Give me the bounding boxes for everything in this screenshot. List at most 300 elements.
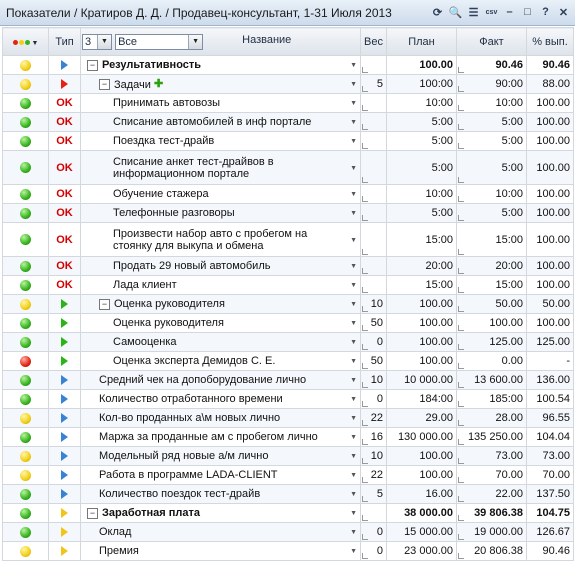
indicator-name: Произвести набор авто с пробегом на стоянку для выкупа и обмена [113, 227, 308, 252]
fact-cell[interactable]: 39 806.38 [457, 504, 527, 523]
status-cell [3, 295, 49, 314]
minimize-icon[interactable]: – [506, 6, 513, 18]
status-cell [3, 466, 49, 485]
status-cell [3, 151, 49, 185]
chevron-down-icon[interactable]: ▼ [350, 396, 357, 403]
table-row[interactable] [3, 204, 574, 223]
pct-cell: 100.00 [527, 185, 574, 204]
status-dot-icon [20, 162, 31, 173]
fact-column-header[interactable]: Факт [457, 28, 527, 56]
status-dot-icon [20, 208, 31, 219]
type-triangle-icon [61, 337, 68, 347]
plan-cell: 5:00 [387, 151, 457, 185]
csv-icon[interactable]: csv [485, 8, 498, 16]
fact-cell[interactable]: 90:00 [457, 75, 527, 94]
indicator-name: Оценка руководителя [113, 317, 224, 330]
ok-label: OK [56, 97, 73, 109]
type-triangle-icon [61, 546, 68, 556]
plan-cell: 100.00 [387, 447, 457, 466]
table-row[interactable] [3, 371, 574, 390]
name-cell[interactable] [81, 314, 361, 333]
chevron-down-icon[interactable]: ▼ [350, 453, 357, 460]
status-column-header[interactable] [3, 28, 49, 56]
status-cell [3, 257, 49, 276]
type-cell [49, 447, 81, 466]
chevron-down-icon[interactable]: ▼ [350, 320, 357, 327]
name-cell[interactable] [81, 371, 361, 390]
fact-cell[interactable]: 135 250.00 [457, 428, 527, 447]
status-cell [3, 204, 49, 223]
ok-label: OK [56, 207, 73, 219]
name-cell[interactable] [81, 485, 361, 504]
status-dot-icon [20, 413, 31, 424]
collapse-toggle-icon[interactable]: − [87, 60, 98, 71]
filter-select[interactable]: Все ▼ [115, 34, 203, 50]
traffic-light-icon [13, 40, 30, 45]
table-row[interactable] [3, 523, 574, 542]
name-cell[interactable] [81, 113, 361, 132]
indicator-name: Принимать автовозы [113, 97, 221, 110]
plan-cell: 10:00 [387, 94, 457, 113]
indicator-name: Маржа за проданные ам с пробегом лично [99, 431, 318, 444]
table-row[interactable] [3, 542, 574, 561]
chevron-down-icon[interactable]: ▼ [350, 236, 357, 244]
window-title: Показатели / Кратиров Д. Д. / Продавец-консультант, 1-31 Июля 2013 [6, 6, 392, 20]
name-cell[interactable] [81, 542, 361, 561]
fact-cell[interactable]: 90.46 [457, 56, 527, 75]
name-cell[interactable] [81, 523, 361, 542]
fact-cell[interactable]: 19 000.00 [457, 523, 527, 542]
fact-cell[interactable]: 0.00 [457, 352, 527, 371]
type-cell [49, 390, 81, 409]
pct-cell: 100.00 [527, 204, 574, 223]
pct-cell: 104.75 [527, 504, 574, 523]
add-task-icon[interactable]: ✚ [153, 78, 164, 91]
type-cell [49, 94, 81, 113]
type-cell [49, 333, 81, 352]
fact-cell[interactable]: 50.00 [457, 295, 527, 314]
plan-cell: 15 000.00 [387, 523, 457, 542]
chevron-down-icon[interactable]: ▼ [350, 138, 357, 145]
name-cell[interactable] [81, 257, 361, 276]
table-row[interactable] [3, 113, 574, 132]
chevron-down-icon[interactable]: ▼ [350, 282, 357, 289]
status-dot-icon [20, 98, 31, 109]
status-cell [3, 447, 49, 466]
chevron-down-icon[interactable]: ▼ [350, 191, 357, 198]
status-dot-icon [20, 299, 31, 310]
weight-cell: 50 [361, 314, 387, 333]
type-triangle-icon [61, 451, 68, 461]
name-cell[interactable] [81, 352, 361, 371]
fact-cell[interactable]: 100.00 [457, 314, 527, 333]
table-row[interactable] [3, 56, 574, 75]
status-cell [3, 276, 49, 295]
type-triangle-icon [61, 318, 68, 328]
chevron-down-icon[interactable]: ▼ [350, 100, 357, 107]
weight-cell: 50 [361, 352, 387, 371]
plan-cell: 16.00 [387, 485, 457, 504]
table-row[interactable] [3, 223, 574, 257]
weight-cell: 10 [361, 447, 387, 466]
pct-cell: 137.50 [527, 485, 574, 504]
type-cell [49, 314, 81, 333]
table-row[interactable] [3, 75, 574, 94]
weight-cell [361, 113, 387, 132]
status-cell [3, 333, 49, 352]
status-cell [3, 371, 49, 390]
indicator-name: Оклад [99, 526, 132, 539]
type-triangle-icon [61, 299, 68, 309]
weight-cell: 16 [361, 428, 387, 447]
table-row[interactable] [3, 485, 574, 504]
maximize-icon[interactable]: □ [524, 6, 531, 18]
plan-cell: 15:00 [387, 223, 457, 257]
weight-cell: 22 [361, 466, 387, 485]
status-dot-icon [20, 337, 31, 348]
indicator-name: Оценка эксперта Демидов С. Е. [113, 355, 276, 368]
type-cell [49, 56, 81, 75]
type-cell [49, 257, 81, 276]
chevron-down-icon[interactable]: ▼ [350, 548, 357, 555]
type-cell [49, 371, 81, 390]
chevron-down-icon[interactable]: ▼ [350, 210, 357, 217]
pct-cell: 50.00 [527, 295, 574, 314]
chevron-down-icon[interactable]: ▼ [350, 472, 357, 479]
pct-cell: 96.55 [527, 409, 574, 428]
weight-cell: 0 [361, 390, 387, 409]
collapse-toggle-icon[interactable]: − [87, 508, 98, 519]
fact-cell[interactable]: 20:00 [457, 257, 527, 276]
indicator-name: Средний чек на допоборудование лично [99, 374, 307, 387]
name-cell[interactable] [81, 56, 361, 75]
status-dot-icon [20, 60, 31, 71]
status-cell [3, 94, 49, 113]
chevron-down-icon[interactable]: ▼ [350, 491, 357, 498]
weight-cell [361, 276, 387, 295]
indicator-name: Лада клиент [113, 279, 177, 292]
name-cell[interactable] [81, 390, 361, 409]
name-cell[interactable] [81, 75, 361, 94]
name-cell[interactable] [81, 295, 361, 314]
type-cell [49, 113, 81, 132]
pct-cell: 125.00 [527, 333, 574, 352]
table-row[interactable] [3, 390, 574, 409]
status-dot-icon [20, 375, 31, 386]
kpi-grid [2, 27, 573, 561]
name-cell[interactable] [81, 409, 361, 428]
plan-column-header[interactable]: План [387, 28, 457, 56]
plan-cell: 130 000.00 [387, 428, 457, 447]
name-cell[interactable] [81, 223, 361, 257]
table-row[interactable] [3, 314, 574, 333]
table-row[interactable] [3, 151, 574, 185]
type-triangle-icon [61, 489, 68, 499]
type-triangle-icon [61, 60, 68, 70]
fact-cell[interactable]: 5:00 [457, 132, 527, 151]
status-cell [3, 185, 49, 204]
fact-cell[interactable]: 15:00 [457, 276, 527, 295]
status-dot-icon [20, 527, 31, 538]
weight-cell [361, 151, 387, 185]
chevron-down-icon[interactable]: ▼ [350, 62, 357, 69]
status-dot-icon [20, 356, 31, 367]
ok-label: OK [56, 188, 73, 200]
level-select[interactable]: 3 ▼ [82, 34, 112, 50]
type-cell [49, 276, 81, 295]
table-row[interactable] [3, 132, 574, 151]
weight-cell: 10 [361, 295, 387, 314]
plan-cell: 20:00 [387, 257, 457, 276]
kpi-table-body [3, 56, 574, 561]
status-dot-icon [20, 451, 31, 462]
status-cell [3, 314, 49, 333]
status-dot-icon [20, 234, 31, 245]
pct-cell: 100.00 [527, 113, 574, 132]
plan-cell: 100:00 [387, 75, 457, 94]
name-column-header [81, 28, 361, 56]
fact-cell[interactable]: 15:00 [457, 223, 527, 257]
status-cell [3, 542, 49, 561]
plan-cell: 38 000.00 [387, 504, 457, 523]
weight-cell: 0 [361, 542, 387, 561]
name-cell[interactable] [81, 132, 361, 151]
chevron-down-icon[interactable]: ▼ [350, 415, 357, 422]
fact-cell[interactable]: 185:00 [457, 390, 527, 409]
weight-cell: 5 [361, 75, 387, 94]
plan-cell: 10:00 [387, 185, 457, 204]
ok-label: OK [56, 116, 73, 128]
table-row[interactable] [3, 333, 574, 352]
pct-cell: 100.00 [527, 314, 574, 333]
fact-cell[interactable]: 28.00 [457, 409, 527, 428]
type-cell [49, 132, 81, 151]
fact-cell[interactable]: 73.00 [457, 447, 527, 466]
help-icon[interactable]: ? [542, 6, 549, 18]
pct-cell: 104.04 [527, 428, 574, 447]
pct-cell: 100.00 [527, 276, 574, 295]
name-cell[interactable] [81, 428, 361, 447]
fact-cell[interactable]: 22.00 [457, 485, 527, 504]
plan-cell: 100.00 [387, 314, 457, 333]
table-row[interactable] [3, 352, 574, 371]
name-cell[interactable] [81, 185, 361, 204]
type-cell [49, 542, 81, 561]
type-cell [49, 428, 81, 447]
type-cell [49, 523, 81, 542]
fact-cell[interactable]: 125.00 [457, 333, 527, 352]
weight-cell [361, 257, 387, 276]
weight-cell: 0 [361, 333, 387, 352]
weight-cell: 22 [361, 409, 387, 428]
type-cell [49, 185, 81, 204]
status-dot-icon [20, 489, 31, 500]
plan-cell: 184:00 [387, 390, 457, 409]
status-cell [3, 113, 49, 132]
type-cell [49, 204, 81, 223]
pct-cell: 100.00 [527, 94, 574, 113]
name-cell[interactable] [81, 447, 361, 466]
indicator-name: Работа в программе LADA-CLIENT [99, 469, 278, 482]
weight-cell [361, 94, 387, 113]
chevron-down-icon: ▼ [31, 39, 39, 47]
toolbar-icons [430, 4, 571, 20]
plan-cell: 29.00 [387, 409, 457, 428]
status-dot-icon [20, 117, 31, 128]
table-row[interactable] [3, 257, 574, 276]
collapse-toggle-icon[interactable]: − [99, 79, 110, 90]
plan-cell: 23 000.00 [387, 542, 457, 561]
fact-cell[interactable]: 5:00 [457, 113, 527, 132]
collapse-toggle-icon[interactable]: − [99, 299, 110, 310]
fact-cell[interactable]: 5:00 [457, 151, 527, 185]
chevron-down-icon: ▼ [188, 35, 202, 49]
fact-cell[interactable]: 13 600.00 [457, 371, 527, 390]
table-row[interactable] [3, 428, 574, 447]
ok-label: OK [56, 135, 73, 147]
type-cell [49, 151, 81, 185]
weight-cell: 0 [361, 523, 387, 542]
indicator-name: Количество поездок тест-драйв [99, 488, 261, 501]
type-cell [49, 75, 81, 94]
weight-cell [361, 204, 387, 223]
chevron-down-icon[interactable]: ▼ [350, 164, 357, 172]
indicator-name: Кол-во проданных а\м новых лично [99, 412, 281, 425]
indicator-name: Поездка тест-драйв [113, 135, 215, 148]
status-dot-icon [20, 189, 31, 200]
indicator-name: Самооценка [113, 336, 177, 349]
plan-cell: 100.00 [387, 333, 457, 352]
fact-cell[interactable]: 20 806.38 [457, 542, 527, 561]
table-row[interactable] [3, 295, 574, 314]
status-dot-icon [20, 394, 31, 405]
name-cell[interactable] [81, 466, 361, 485]
ok-label: OK [56, 279, 73, 291]
table-row[interactable] [3, 466, 574, 485]
indicator-name: Списание анкет тест-драйвов в информационном портале [113, 155, 274, 180]
status-cell [3, 223, 49, 257]
list-icon[interactable]: ☰ [468, 6, 479, 19]
name-cell[interactable] [81, 276, 361, 295]
type-cell [49, 485, 81, 504]
pct-cell: 70.00 [527, 466, 574, 485]
status-cell [3, 504, 49, 523]
chevron-down-icon[interactable]: ▼ [350, 301, 357, 308]
type-triangle-icon [61, 413, 68, 423]
chevron-down-icon[interactable]: ▼ [350, 529, 357, 536]
weight-cell [361, 223, 387, 257]
weight-cell: 10 [361, 371, 387, 390]
search-icon[interactable]: 🔍 [448, 6, 463, 19]
table-row[interactable] [3, 276, 574, 295]
name-cell[interactable] [81, 333, 361, 352]
status-cell [3, 523, 49, 542]
chevron-down-icon[interactable]: ▼ [350, 81, 357, 88]
table-row[interactable] [3, 94, 574, 113]
status-dot-icon [20, 508, 31, 519]
status-dot-icon [20, 546, 31, 557]
status-dot-icon [20, 432, 31, 443]
table-row[interactable] [3, 504, 574, 523]
fact-cell[interactable]: 10:00 [457, 185, 527, 204]
weight-cell: 5 [361, 485, 387, 504]
fact-cell[interactable]: 70.00 [457, 466, 527, 485]
chevron-down-icon[interactable]: ▼ [350, 263, 357, 270]
fact-cell[interactable]: 10:00 [457, 94, 527, 113]
type-cell [49, 466, 81, 485]
status-dot-icon [20, 136, 31, 147]
refresh-icon[interactable]: ⟳ [432, 6, 443, 19]
table-row[interactable] [3, 185, 574, 204]
ok-label: OK [56, 161, 73, 174]
plan-cell: 100.00 [387, 352, 457, 371]
status-dot-icon [20, 280, 31, 291]
type-column-header[interactable]: Тип [49, 28, 81, 56]
chevron-down-icon[interactable]: ▼ [350, 339, 357, 346]
fact-cell[interactable]: 5:00 [457, 204, 527, 223]
plan-cell: 100.00 [387, 295, 457, 314]
chevron-down-icon[interactable]: ▼ [350, 358, 357, 365]
name-cell[interactable] [81, 151, 361, 185]
plan-cell: 5:00 [387, 132, 457, 151]
weight-column-header[interactable]: Вес [361, 28, 387, 56]
close-icon[interactable]: ✕ [558, 6, 569, 19]
type-cell [49, 223, 81, 257]
pct-cell: 90.46 [527, 56, 574, 75]
name-cell[interactable] [81, 204, 361, 223]
indicator-name: Количество отработанного времени [99, 393, 283, 406]
plan-cell: 5:00 [387, 113, 457, 132]
chevron-down-icon: ▼ [97, 35, 111, 49]
weight-cell [361, 132, 387, 151]
indicator-name: Результативность [102, 59, 202, 72]
status-dot-icon [20, 318, 31, 329]
pct-cell: 100.00 [527, 151, 574, 185]
type-triangle-icon [61, 375, 68, 385]
table-row[interactable] [3, 409, 574, 428]
pct-cell: 126.67 [527, 523, 574, 542]
indicator-name: Премия [99, 545, 139, 558]
status-cell [3, 132, 49, 151]
indicator-name: Продать 29 новый автомобиль [113, 260, 271, 273]
indicator-name: Оценка руководителя [114, 298, 225, 311]
chevron-down-icon[interactable]: ▼ [350, 510, 357, 517]
type-triangle-icon [61, 356, 68, 366]
indicator-name: Модельный ряд новые а/м лично [99, 450, 269, 463]
status-cell [3, 75, 49, 94]
name-cell[interactable] [81, 504, 361, 523]
type-triangle-icon [61, 432, 68, 442]
table-row[interactable] [3, 447, 574, 466]
plan-cell: 10 000.00 [387, 371, 457, 390]
window-titlebar [0, 0, 575, 26]
plan-cell: 5:00 [387, 204, 457, 223]
type-cell [49, 504, 81, 523]
header-row [3, 28, 574, 56]
type-cell [49, 352, 81, 371]
weight-cell [361, 504, 387, 523]
chevron-down-icon[interactable]: ▼ [350, 119, 357, 126]
type-triangle-icon [61, 527, 68, 537]
name-column-label[interactable]: Название [242, 33, 292, 46]
pct-column-header[interactable]: % вып. [527, 28, 574, 56]
name-cell[interactable] [81, 94, 361, 113]
pct-cell: 88.00 [527, 75, 574, 94]
type-triangle-icon [61, 470, 68, 480]
chevron-down-icon[interactable]: ▼ [350, 434, 357, 441]
chevron-down-icon[interactable]: ▼ [350, 377, 357, 384]
status-cell [3, 409, 49, 428]
